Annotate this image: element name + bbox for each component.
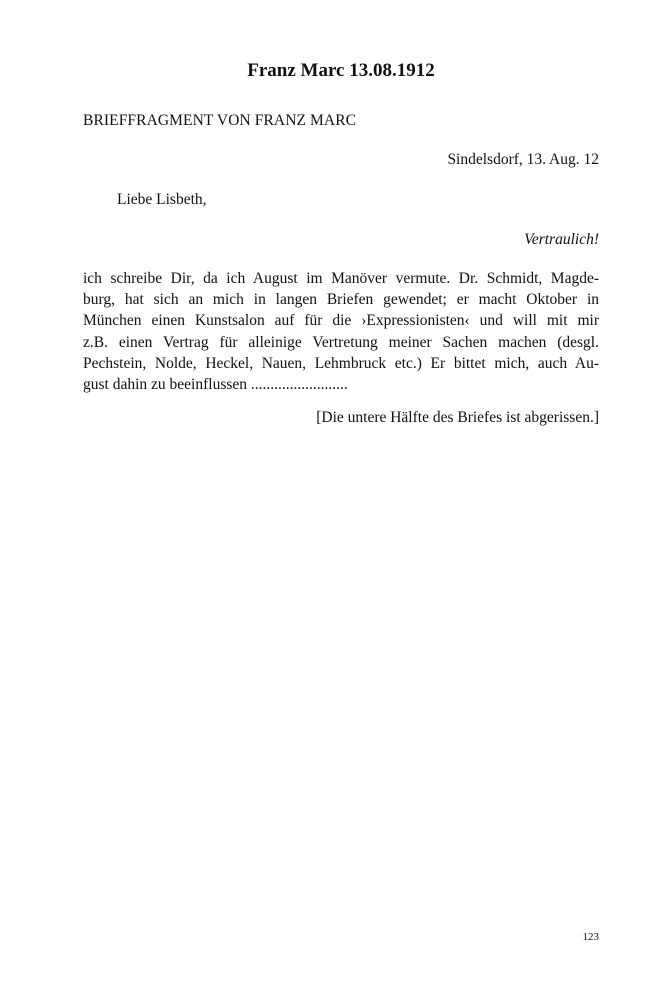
document-title: Franz Marc 13.08.1912 — [247, 60, 435, 81]
letter-body-line: ich schreibe Dir, da ich August im Manöver vermute. Dr. Schmidt, Magde- — [83, 270, 599, 287]
letter-body — [83, 268, 599, 395]
letter-salutation: Liebe Lisbeth, — [117, 191, 207, 208]
letter-body-line: Pechstein, Nolde, Heckel, Nauen, Lehmbruck etc.) Er bittet mich, auch Au- — [83, 354, 599, 372]
letter-body-line: z.B. einen Vertrag für alleinige Vertretung meiner Sachen machen (desgl. — [83, 333, 599, 351]
confidential-note: Vertraulich! — [524, 231, 599, 248]
document-page — [83, 0, 599, 990]
page-number: 123 — [582, 931, 599, 943]
letter-body-line: München einen Kunstsalon auf für die ›Expressionisten‹ und will mit mir — [83, 312, 599, 330]
letter-body-line: burg, hat sich an mich in langen Briefen gewendet; er macht Oktober in — [83, 291, 599, 309]
letter-body-line: gust dahin zu beeinflussen ......................... — [83, 375, 348, 393]
section-heading: BRIEFFRAGMENT VON FRANZ MARC — [83, 112, 357, 129]
editorial-note: [Die untere Hälfte des Briefes ist abgerissen.] — [316, 409, 599, 426]
letter-place-date: Sindelsdorf, 13. Aug. 12 — [447, 151, 599, 168]
